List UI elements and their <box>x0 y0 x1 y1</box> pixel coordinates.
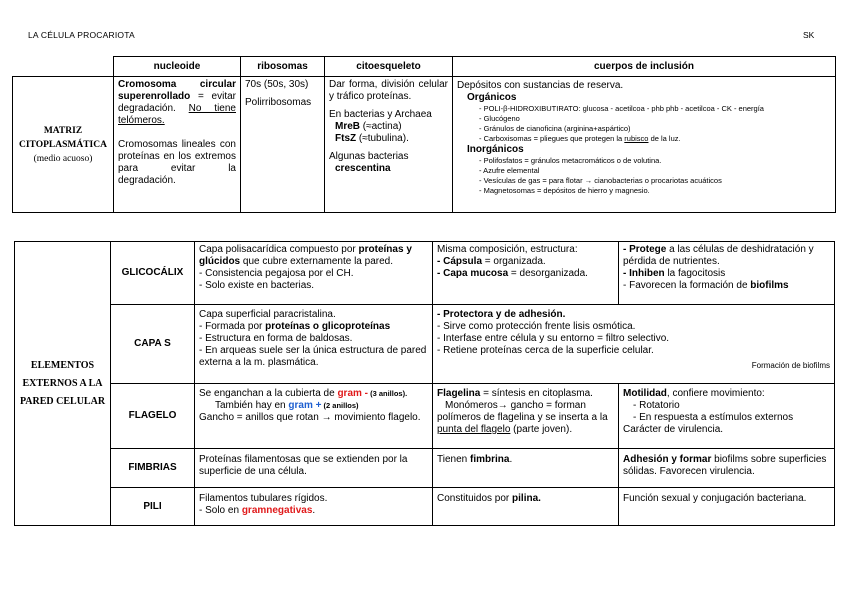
text: Se enganchan a la cubierta de <box>199 388 338 399</box>
label-fimbrias: FIMBRIAS <box>111 449 195 488</box>
cell-capa-s-desc <box>195 305 433 384</box>
text: = síntesis en citoplasma. <box>480 388 593 399</box>
text-bold: - Capa mucosa <box>437 268 509 279</box>
cell-capa-s-func <box>433 305 835 384</box>
cell-pili-func: Función sexual y conjugación bacteriana. <box>619 488 835 526</box>
list-item: - Carboxisomas = pliegues que protegen la <box>479 134 625 143</box>
text-highlight-blue: gram + <box>288 400 322 411</box>
row-label-externos <box>15 242 111 526</box>
text: 70s (50s, 30s) <box>245 79 309 90</box>
matrix-row <box>13 77 836 213</box>
text: Tienen <box>437 454 470 465</box>
text: Capa superficial paracristalina. <box>199 309 336 320</box>
list-item: - Vesículas de gas = para flotar → cianobacterias o procariotas acuáticos <box>479 176 722 185</box>
text-highlight-red: gramnegativas <box>241 505 313 516</box>
cell-citoesqueleto <box>325 77 453 213</box>
text-bold: crescentina <box>335 163 391 174</box>
cell-flagelo-desc <box>195 384 433 449</box>
col-citoesqueleto: citoesqueleto <box>325 57 453 77</box>
text-bold: fimbrina <box>469 454 510 465</box>
list-item: - Estructura en forma de baldosas. <box>199 333 353 344</box>
label-line: (medio acuoso) <box>33 153 93 164</box>
text-bold: pilina. <box>512 493 541 504</box>
list-item: - Glucógeno <box>479 114 520 123</box>
label-glicocalix: GLICOCÁLIX <box>111 242 195 305</box>
text: . <box>509 454 513 465</box>
list-item: - Interfase entre célula y su entorno = filtro selectivo. <box>437 333 670 344</box>
text: (≈tubulina). <box>356 133 409 144</box>
text-bold: FtsZ <box>335 133 357 144</box>
label-capa-s: CAPA S <box>111 305 195 384</box>
text-bold: proteínas o glicoproteínas <box>265 321 391 332</box>
text-small: (2 anillos) <box>321 401 359 410</box>
text-bold: - Protege <box>623 244 667 255</box>
text: Algunas bacterias <box>329 151 409 162</box>
text-bold: MreB <box>335 121 361 132</box>
list-item: - En arqueas suele ser la única estructura de pared externa a la m. plasmática. <box>199 345 427 368</box>
subheading: Inorgánicos <box>467 144 524 155</box>
text: a las células de deshidratación y pérdida de nutrientes. <box>623 244 814 267</box>
col-nucleoide: nucleoide <box>114 57 241 77</box>
text: También hay en <box>215 400 289 411</box>
note: Formación de biofilms <box>751 361 830 370</box>
text-highlight-red: gram - <box>337 388 368 399</box>
text: (≈actina) <box>360 121 402 132</box>
list-item: - Solo existe en bacterias. <box>199 280 315 291</box>
cell-flagelo-struct <box>433 384 619 449</box>
text-bold: Adhesión y formar <box>623 454 712 465</box>
text: Carácter de virulencia. <box>623 424 724 435</box>
label-line: EXTERNOS A LA <box>22 377 103 389</box>
text-underlined: punta del flagelo <box>437 424 511 435</box>
row-fimbrias <box>15 449 835 488</box>
text: Polirribosomas <box>245 97 312 108</box>
text: En bacterias y Archaea <box>329 109 432 120</box>
text: - Formada por <box>199 321 266 332</box>
text: Gancho = anillos que rotan → movimiento flagelo. <box>199 412 421 423</box>
cell-fimbrias-struct <box>433 449 619 488</box>
row-capa-s <box>15 305 835 384</box>
text: - Favorecen la formación de <box>623 280 751 291</box>
text: = organizada. <box>482 256 546 267</box>
text: Constituidos por <box>437 493 513 504</box>
label-line: MATRIZ <box>43 125 83 136</box>
list-item: - Gránulos de cianoficina (arginina+aspártico) <box>479 124 631 133</box>
text: de la luz. <box>648 134 681 143</box>
label-line: PARED CELULAR <box>19 395 106 407</box>
page-title: LA CÉLULA PROCARIOTA <box>28 30 135 40</box>
text-small: (3 anillos). <box>368 389 408 398</box>
list-item: - Retiene proteínas cerca de la superficie celular. <box>437 345 654 356</box>
label-line: ELEMENTOS <box>30 359 95 371</box>
external-elements-table <box>14 241 835 526</box>
subheading: Orgánicos <box>467 92 517 103</box>
list-item: - Polifosfatos = gránulos metacromáticos o de volutina. <box>479 156 662 165</box>
list-item: - Magnetosomas = depósitos de hierro y magnesio. <box>479 186 650 195</box>
cell-fimbrias-func <box>619 449 835 488</box>
text-bold: - Protectora y de adhesión. <box>437 309 566 320</box>
matrix-table <box>12 56 836 213</box>
cell-nucleoide <box>114 77 241 213</box>
text-bold: - Inhiben <box>623 268 665 279</box>
text: la fagocitosis <box>664 268 726 279</box>
col-cuerpos-inclusion: cuerpos de inclusión <box>453 57 836 77</box>
list-item: - Consistencia pegajosa por el CH. <box>199 268 354 279</box>
cell-glicocalix-func <box>619 242 835 305</box>
cell-pili-desc <box>195 488 433 526</box>
text: Depósitos con sustancias de reserva. <box>457 80 624 91</box>
row-glicocalix <box>15 242 835 305</box>
matrix-header-row <box>13 57 836 77</box>
text-bold: biofilms <box>750 280 789 291</box>
row-label-matriz <box>13 77 114 213</box>
text: = desorganizada. <box>508 268 588 279</box>
text-bold: Motilidad <box>623 388 667 399</box>
text: (parte joven). <box>510 424 573 435</box>
text: Cromosomas lineales con proteínas en los extremos para evitar la degradación. <box>118 139 236 186</box>
text: Capa polisacarídica compuesto por <box>199 244 359 255</box>
text: , confiere movimiento: <box>666 388 765 399</box>
text-underlined: rubisco <box>624 134 649 143</box>
label-line: CITOPLASMÁTICA <box>19 139 107 150</box>
cell-fimbrias-desc: Proteínas filamentosas que se extienden por la superficie de una célula. <box>195 449 433 488</box>
cell-pili-struct <box>433 488 619 526</box>
text: que cubre externamente la pared. <box>240 256 394 267</box>
text: Monómeros→ gancho = forman polímeros de flagelina y se inserta a la <box>437 400 608 423</box>
cell-flagelo-func <box>619 384 835 449</box>
text-bold: proteínas y glúcidos <box>199 244 412 267</box>
text: Misma composición, estructura: <box>437 244 578 255</box>
list-item: - Sirve como protección frente lisis osmótica. <box>437 321 636 332</box>
col-ribosomas: ribosomas <box>241 57 325 77</box>
list-item: - POLI-β-HIDROXIBUTIRATO: glucosa - acetilcoa - phb phb - acetilcoa - CK - energía <box>479 104 764 113</box>
text-underlined: No tiene telómeros. <box>118 103 236 126</box>
text: biofilms sobre superficies sólidas. Favorecen virulencia. <box>623 454 827 477</box>
matrix-corner <box>13 57 114 77</box>
text-bold: Cromosoma circular superenrollado <box>118 79 236 102</box>
text-bold: - Cápsula <box>437 256 483 267</box>
cell-ribosomas <box>241 77 325 213</box>
list-item: - Azufre elemental <box>479 166 540 175</box>
cell-glicocalix-desc <box>195 242 433 305</box>
row-flagelo <box>15 384 835 449</box>
text: Filamentos tubulares rígidos. <box>199 493 328 504</box>
text: - Solo en <box>199 505 242 516</box>
text: = evitar degradación. <box>118 91 236 114</box>
text: Dar forma, división celular y tráfico proteínas. <box>329 79 448 102</box>
list-item: - Rotatorio <box>633 400 680 411</box>
list-item: - En respuesta a estímulos externos <box>633 412 794 423</box>
cell-glicocalix-struct <box>433 242 619 305</box>
text: . <box>312 505 316 516</box>
label-flagelo: FLAGELO <box>111 384 195 449</box>
text-bold: Flagelina <box>437 388 481 399</box>
row-pili <box>15 488 835 526</box>
author-initials: SK <box>803 30 815 40</box>
label-pili: PILI <box>111 488 195 526</box>
cell-cuerpos-inclusion <box>453 77 836 213</box>
